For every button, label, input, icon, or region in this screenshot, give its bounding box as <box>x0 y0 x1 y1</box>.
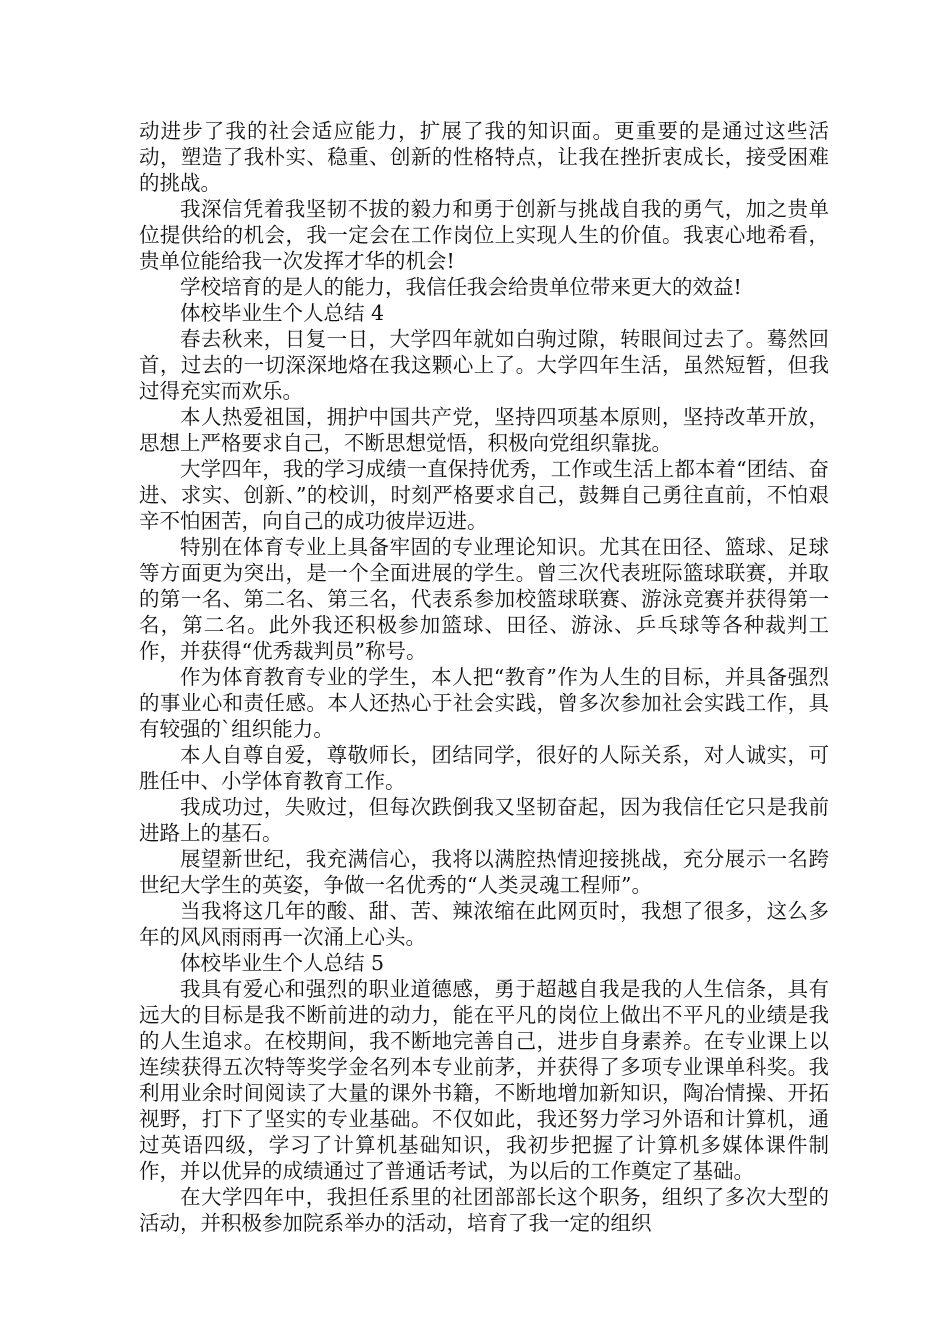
paragraph: 作为体育教育专业的学生，本人把“教育”作为人生的目标，并具备强烈的事业心和责任感。本人还热心于社会实践，曾多次参加社会实践工作，具有较强的`组织能力。 <box>139 665 829 741</box>
paragraph: 当我将这几年的酸、甜、苦、辣浓缩在此网页时，我想了很多，这么多年的风风雨雨再一次涌上心头。 <box>139 899 829 949</box>
paragraph: 特别在体育专业上具备牢固的专业理论知识。尤其在田径、篮球、足球等方面更为突出，是一个全面进展的学生。曾三次代表班际篮球联赛，并取的第一名、第二名、第三名，代表系参加校篮球联赛、游泳竞赛并获得第一名，第二名。此外我还积极参加篮球、田径、游泳、乒乓球等各种裁判工作，并获得“优秀裁判员”称号。 <box>139 535 829 663</box>
paragraph: 我具有爱心和强烈的职业道德感，勇于超越自我是我的人生信条，具有远大的目标是我不断前进的动力，能在平凡的岗位上做出不平凡的业绩是我的人生追求。在校期间，我不断地完善自己，进步自身素养。在专业课上以连续获得五次特等奖学金名列本专业前茅，并获得了多项专业课单科奖。我利用业余时间阅读了大量的课外书籍，不断地增加新知识，陶冶情操、开拓视野，打下了坚实的专业基础。不仅如此，我还努力学习外语和计算机，通过英语四级，学习了计算机基础知识，我初步把握了计算机多媒体课件制作，并以优异的成绩通过了普通话考试，为以后的工作奠定了基础。 <box>139 977 829 1183</box>
document-body <box>139 118 829 1236</box>
paragraph: 本人自尊自爱，尊敬师长，团结同学，很好的人际关系，对人诚实，可胜任中、小学体育教育工作。 <box>139 743 829 793</box>
paragraph: 我深信凭着我坚韧不拔的毅力和勇于创新与挑战自我的勇气，加之贵单位提供给的机会，我一定会在工作岗位上实现人生的价值。我衷心地希看，贵单位能给我一次发挥才华的机会! <box>139 197 829 273</box>
paragraph: 学校培育的是人的能力，我信任我会给贵单位带来更大的效益! <box>180 275 742 299</box>
paragraph: 本人热爱祖国，拥护中国共产党，坚持四项基本原则，坚持改革开放，思想上严格要求自己，不断思想觉悟，积极向党组织靠拢。 <box>139 405 829 455</box>
paragraph: 大学四年，我的学习成绩一直保持优秀，工作或生活上都本着“团结、奋进、求实、创新、”的校训，时刻严格要求自己，鼓舞自己勇往直前，不怕艰辛不怕困苦，向自己的成功彼岸迈进。 <box>139 457 829 533</box>
section-heading: 体校毕业生个人总结 4 <box>180 301 385 325</box>
paragraph: 展望新世纪，我充满信心，我将以满腔热情迎接挑战，充分展示一名跨世纪大学生的英姿，争做一名优秀的“人类灵魂工程师”。 <box>139 847 829 897</box>
section-heading: 体校毕业生个人总结 5 <box>180 951 385 975</box>
paragraph: 春去秋来，日复一日，大学四年就如白驹过隙，转眼间过去了。蓦然回首，过去的一切深深地烙在我这颗心上了。大学四年生活，虽然短暂，但我过得充实而欢乐。 <box>139 327 829 403</box>
paragraph: 我成功过，失败过，但每次跌倒我又坚韧奋起，因为我信任它只是我前进路上的基石。 <box>139 795 829 845</box>
paragraph: 在大学四年中，我担任系里的社团部部长这个职务，组织了多次大型的活动，并积极参加院系举办的活动，培育了我一定的组织 <box>139 1185 829 1235</box>
paragraph-continued: 动进步了我的社会适应能力，扩展了我的知识面。更重要的是通过这些活动，塑造了我朴实、稳重、创新的性格特点，让我在挫折衷成长，接受困难的挑战。 <box>139 119 829 195</box>
